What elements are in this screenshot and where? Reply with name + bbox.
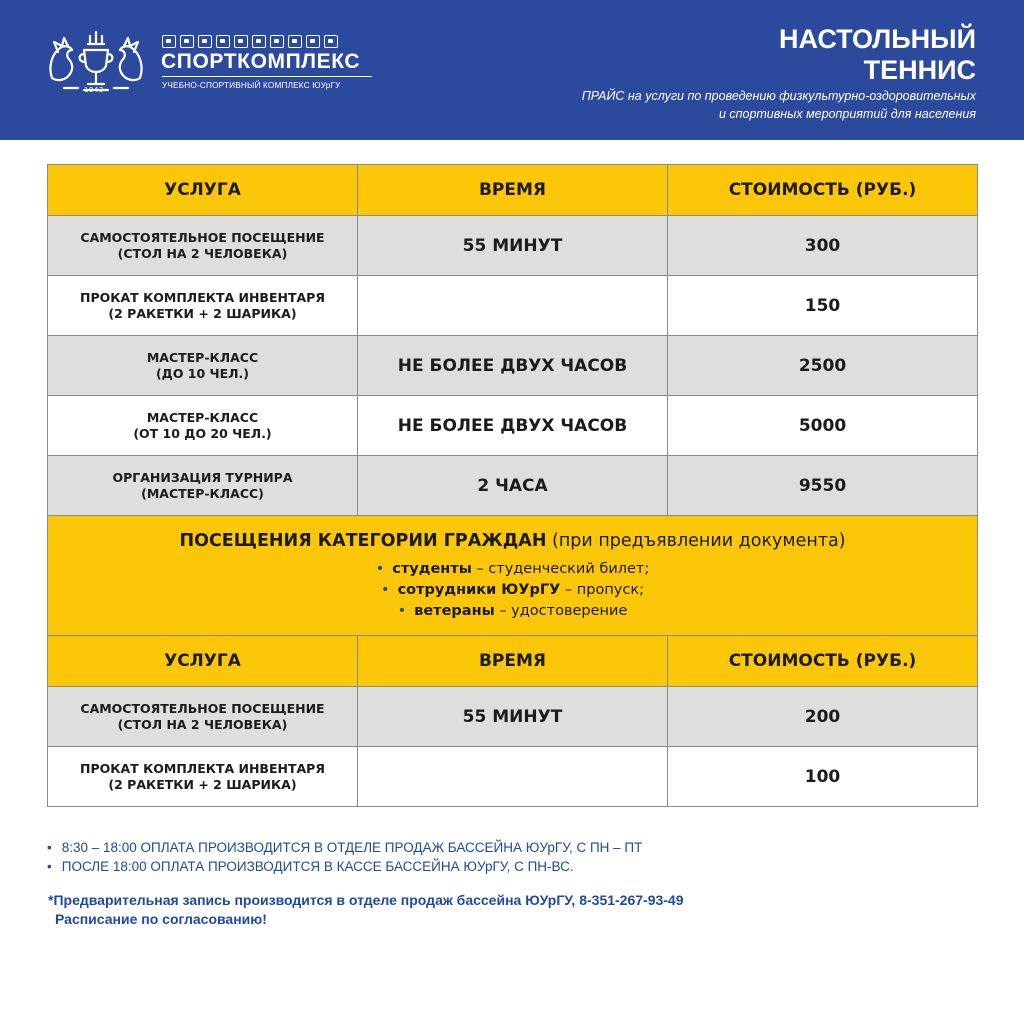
category-info-cell — [48, 516, 978, 636]
sport-icon — [306, 35, 320, 48]
price-cell: 300 — [668, 216, 978, 276]
list-item: • сотрудники ЮУрГУ – пропуск; — [48, 580, 977, 601]
table-row — [48, 336, 978, 396]
sport-icon — [198, 35, 212, 48]
footer-line-2: Расписание по согласованию! — [55, 911, 267, 927]
logo-year: 1943 — [84, 86, 104, 94]
time-cell — [358, 276, 668, 336]
price-cell: 200 — [668, 687, 978, 747]
service-cell: МАСТЕР-КЛАСС (ДО 10 ЧЕЛ.) — [48, 336, 358, 396]
footer-note — [48, 891, 684, 929]
page-title — [779, 24, 976, 86]
list-item: • студенты – студенческий билет; — [48, 559, 977, 580]
footer-line-1: *Предварительная запись производится в отделе продаж бассейна ЮУрГУ, 8-351-267-93-49 — [48, 892, 684, 908]
sport-icon — [180, 35, 194, 48]
sport-icon — [270, 35, 284, 48]
price-cell: 150 — [668, 276, 978, 336]
category-title: ПОСЕЩЕНИЯ КАТЕГОРИИ ГРАЖДАН (при предъявлении документа) — [179, 531, 846, 551]
column-header-price: СТОИМОСТЬ (РУБ.) — [668, 636, 978, 687]
category-info-row — [48, 516, 978, 636]
table-row — [48, 456, 978, 516]
price-table — [47, 164, 978, 807]
page-subtitle — [582, 87, 976, 123]
logo-name: СПОРТКОМПЛЕКС — [161, 50, 361, 73]
table-row — [48, 396, 978, 456]
subtitle-line-1: ПРАЙС на услуги по проведению физкультурно-оздоровительных — [581, 89, 976, 103]
price-cell: 100 — [668, 747, 978, 807]
column-header-time: ВРЕМЯ — [358, 165, 668, 216]
price-cell: 9550 — [668, 456, 978, 516]
title-line-1: НАСТОЛЬНЫЙ — [779, 24, 976, 54]
column-header-service: УСЛУГА — [48, 636, 358, 687]
time-cell: 2 ЧАСА — [358, 456, 668, 516]
service-cell: ПРОКАТ КОМПЛЕКТА ИНВЕНТАРЯ (2 РАКЕТКИ + 2 ШАРИКА) — [48, 747, 358, 807]
subtitle-line-2: и спортивных мероприятий для населения — [718, 107, 976, 121]
table-row — [48, 276, 978, 336]
time-cell: НЕ БОЛЕЕ ДВУХ ЧАСОВ — [358, 396, 668, 456]
service-cell: МАСТЕР-КЛАСС (ОТ 10 ДО 20 ЧЕЛ.) — [48, 396, 358, 456]
price-cell: 5000 — [668, 396, 978, 456]
table-row — [48, 747, 978, 807]
column-header-service: УСЛУГА — [48, 165, 358, 216]
service-cell: САМОСТОЯТЕЛЬНОЕ ПОСЕЩЕНИЕ (СТОЛ НА 2 ЧЕЛОВЕКА) — [48, 687, 358, 747]
sport-icon — [252, 35, 266, 48]
column-header-time: ВРЕМЯ — [358, 636, 668, 687]
category-list — [48, 559, 977, 622]
sport-icon — [234, 35, 248, 48]
logo-divider — [162, 76, 372, 77]
note-item: • 8:30 – 18:00 ОПЛАТА ПРОИЗВОДИТСЯ В ОТДЕЛЕ ПРОДАЖ БАССЕЙНА ЮУрГУ, С ПН – ПТ — [47, 838, 642, 857]
time-cell: 55 МИНУТ — [358, 687, 668, 747]
price-cell: 2500 — [668, 336, 978, 396]
title-line-2: ТЕННИС — [863, 55, 976, 85]
sport-icon — [162, 35, 176, 48]
service-cell: САМОСТОЯТЕЛЬНОЕ ПОСЕЩЕНИЕ (СТОЛ НА 2 ЧЕЛОВЕКА) — [48, 216, 358, 276]
header-banner — [0, 0, 1024, 140]
sport-icon — [216, 35, 230, 48]
time-cell: НЕ БОЛЕЕ ДВУХ ЧАСОВ — [358, 336, 668, 396]
table-header-row — [48, 165, 978, 216]
table-row — [48, 216, 978, 276]
logo-subtitle: УЧЕБНО-СПОРТИВНЫЙ КОМПЛЕКС ЮУрГУ — [162, 81, 341, 90]
note-item: • ПОСЛЕ 18:00 ОПЛАТА ПРОИЗВОДИТСЯ В КАССЕ БАССЕЙНА ЮУрГУ, С ПН-ВС. — [47, 857, 642, 876]
time-cell: 55 МИНУТ — [358, 216, 668, 276]
logo-sport-icons — [162, 35, 338, 48]
table-row — [48, 687, 978, 747]
service-cell: ПРОКАТ КОМПЛЕКТА ИНВЕНТАРЯ (2 РАКЕТКИ + 2 ШАРИКА) — [48, 276, 358, 336]
table-header-row — [48, 636, 978, 687]
list-item: • ветераны – удостоверение — [48, 601, 977, 622]
sport-icon — [288, 35, 302, 48]
payment-notes — [47, 838, 642, 876]
column-header-price: СТОИМОСТЬ (РУБ.) — [668, 165, 978, 216]
service-cell: ОРГАНИЗАЦИЯ ТУРНИРА (МАСТЕР-КЛАСС) — [48, 456, 358, 516]
sport-icon — [324, 35, 338, 48]
time-cell — [358, 747, 668, 807]
